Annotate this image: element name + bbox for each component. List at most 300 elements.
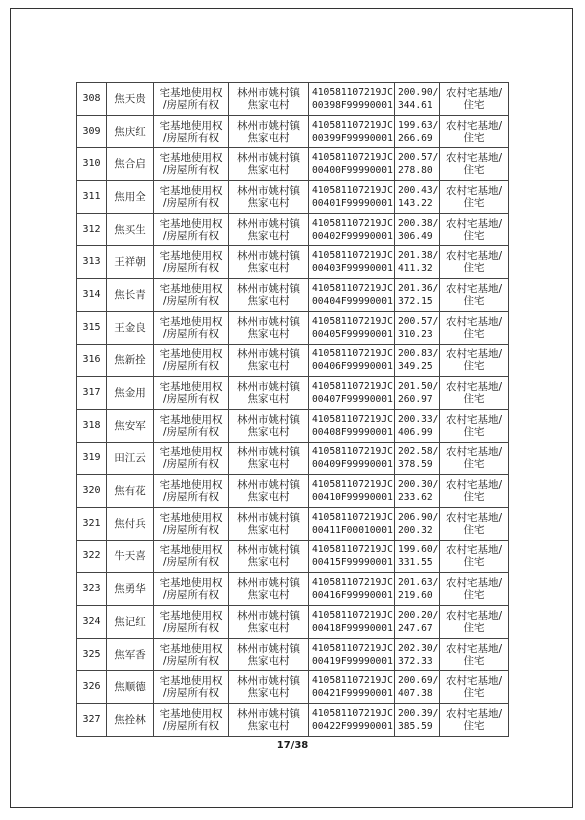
cell-unit-code-text: 410581107219JC (312, 315, 393, 327)
cell-area-text: 201.36/ (398, 282, 439, 294)
cell-area (395, 638, 440, 671)
cell-index (77, 181, 107, 214)
cell-unit-code-text: 00409F99990001 (312, 459, 393, 471)
table-row (77, 344, 509, 377)
cell-owner-name-text: 焦付兵 (114, 517, 146, 530)
cell-location (229, 181, 309, 214)
cell-location-text: 林州市姚村镇 (237, 642, 300, 655)
cell-land-use-text: 住宅 (463, 491, 485, 504)
cell-right-type-text: 宅基地使用权 (159, 217, 223, 230)
cell-owner-name-text: 王祥朝 (114, 256, 146, 269)
cell-location-text: 焦家屯村 (247, 360, 290, 373)
cell-area-text: 407.38 (398, 688, 433, 700)
cell-location (229, 279, 309, 312)
cell-land-use (440, 148, 509, 181)
cell-land-use-text: 住宅 (463, 687, 485, 700)
table-row (77, 148, 509, 181)
cell-land-use-text: 住宅 (463, 458, 485, 471)
cell-location-text: 林州市姚村镇 (237, 675, 300, 688)
page-number: 17/38 (276, 740, 309, 751)
cell-owner-name (107, 638, 154, 671)
cell-index (77, 213, 107, 246)
cell-location (229, 507, 309, 540)
cell-right-type-text: /房屋所有权 (162, 687, 220, 700)
table-row (77, 246, 509, 279)
cell-area (395, 442, 440, 475)
cell-unit-code (309, 213, 395, 246)
cell-unit-code (309, 409, 395, 442)
cell-owner-name (107, 83, 154, 116)
cell-right-type (154, 246, 229, 279)
cell-right-type-text: /房屋所有权 (162, 491, 220, 504)
cell-land-use-text: 住宅 (463, 164, 485, 177)
cell-area-text: 200.90/ (398, 86, 439, 98)
cell-area-text: 199.60/ (398, 544, 439, 556)
cell-land-use-text: 农村宅基地/ (445, 413, 503, 426)
cell-unit-code (309, 311, 395, 344)
cell-unit-code-text: 00406F99990001 (312, 361, 393, 373)
cell-location-text: 焦家屯村 (247, 131, 290, 144)
cell-right-type (154, 540, 229, 573)
cell-location (229, 246, 309, 279)
cell-land-use (440, 409, 509, 442)
cell-location-text: 林州市姚村镇 (237, 315, 300, 328)
cell-index (77, 638, 107, 671)
cell-index-text: 326 (82, 681, 101, 693)
cell-land-use (440, 638, 509, 671)
cell-area (395, 83, 440, 116)
cell-index (77, 246, 107, 279)
cell-index-text: 323 (82, 583, 101, 595)
cell-index-text: 318 (82, 419, 101, 431)
cell-location-text: 林州市姚村镇 (237, 86, 300, 99)
cell-land-use-text: 住宅 (463, 523, 485, 536)
cell-location-text: 焦家屯村 (247, 589, 290, 602)
cell-unit-code (309, 507, 395, 540)
cell-owner-name (107, 409, 154, 442)
cell-unit-code-text: 410581107219JC (312, 544, 393, 556)
cell-location (229, 148, 309, 181)
cell-unit-code-text: 410581107219JC (312, 642, 393, 654)
cell-area (395, 606, 440, 639)
cell-area-text: 385.59 (398, 720, 433, 732)
cell-unit-code-text: 00399F99990001 (312, 132, 393, 144)
cell-owner-name-text: 焦记红 (114, 615, 146, 628)
cell-unit-code (309, 606, 395, 639)
cell-land-use-text: 农村宅基地/ (445, 544, 503, 557)
cell-area (395, 148, 440, 181)
cell-owner-name (107, 311, 154, 344)
cell-location-text: 焦家屯村 (247, 196, 290, 209)
cell-unit-code (309, 573, 395, 606)
cell-location-text: 林州市姚村镇 (237, 479, 300, 492)
cell-right-type-text: /房屋所有权 (162, 131, 220, 144)
cell-area-text: 219.60 (398, 590, 433, 602)
cell-location-text: 焦家屯村 (247, 393, 290, 406)
table-row (77, 213, 509, 246)
cell-index (77, 704, 107, 737)
cell-unit-code (309, 540, 395, 573)
cell-land-use (440, 442, 509, 475)
cell-unit-code-text: 00407F99990001 (312, 394, 393, 406)
cell-owner-name (107, 213, 154, 246)
cell-land-use-text: 农村宅基地/ (445, 707, 503, 720)
cell-unit-code (309, 279, 395, 312)
table-row (77, 311, 509, 344)
cell-right-type (154, 638, 229, 671)
cell-land-use-text: 住宅 (463, 393, 485, 406)
cell-location-text: 焦家屯村 (247, 523, 290, 536)
cell-location-text: 林州市姚村镇 (237, 282, 300, 295)
cell-area-text: 200.30/ (398, 479, 439, 491)
cell-unit-code-text: 00410F99990001 (312, 492, 393, 504)
cell-unit-code-text: 410581107219JC (312, 381, 393, 393)
cell-area (395, 246, 440, 279)
cell-location-text: 焦家屯村 (247, 262, 290, 275)
cell-location-text: 焦家屯村 (247, 458, 290, 471)
cell-right-type (154, 344, 229, 377)
cell-right-type-text: /房屋所有权 (162, 294, 220, 307)
cell-location (229, 442, 309, 475)
cell-location-text: 林州市姚村镇 (237, 609, 300, 622)
cell-unit-code (309, 475, 395, 508)
cell-land-use (440, 181, 509, 214)
cell-owner-name (107, 573, 154, 606)
cell-area-text: 200.33/ (398, 413, 439, 425)
cell-area-text: 233.62 (398, 492, 433, 504)
cell-area (395, 213, 440, 246)
cell-area-text: 200.69/ (398, 675, 439, 687)
cell-land-use-text: 住宅 (463, 621, 485, 634)
cell-unit-code-text: 410581107219JC (312, 152, 393, 164)
cell-location-text: 林州市姚村镇 (237, 119, 300, 132)
cell-index (77, 442, 107, 475)
cell-right-type-text: 宅基地使用权 (159, 577, 223, 590)
cell-owner-name-text: 牛天喜 (114, 550, 146, 563)
cell-area-text: 378.59 (398, 459, 433, 471)
cell-owner-name (107, 181, 154, 214)
cell-area-text: 200.39/ (398, 707, 439, 719)
cell-right-type (154, 704, 229, 737)
cell-land-use-text: 农村宅基地/ (445, 642, 503, 655)
cell-owner-name (107, 704, 154, 737)
cell-owner-name (107, 115, 154, 148)
cell-right-type (154, 213, 229, 246)
cell-land-use-text: 住宅 (463, 196, 485, 209)
cell-owner-name-text: 焦安军 (114, 419, 146, 432)
cell-land-use-text: 住宅 (463, 556, 485, 569)
cell-location-text: 焦家屯村 (247, 164, 290, 177)
cell-unit-code (309, 638, 395, 671)
cell-land-use-text: 农村宅基地/ (445, 282, 503, 295)
table-row (77, 377, 509, 410)
cell-index-text: 309 (82, 125, 101, 137)
cell-location-text: 焦家屯村 (247, 491, 290, 504)
cell-right-type-text: /房屋所有权 (162, 654, 220, 667)
cell-location-text: 焦家屯村 (247, 654, 290, 667)
cell-land-use-text: 农村宅基地/ (445, 184, 503, 197)
cell-right-type-text: 宅基地使用权 (159, 446, 223, 459)
cell-land-use (440, 606, 509, 639)
cell-location-text: 林州市姚村镇 (237, 250, 300, 263)
cell-area-text: 349.25 (398, 361, 433, 373)
cell-land-use-text: 农村宅基地/ (445, 479, 503, 492)
cell-land-use-text: 住宅 (463, 360, 485, 373)
cell-index-text: 322 (82, 550, 101, 562)
cell-unit-code-text: 410581107219JC (312, 184, 393, 196)
cell-index (77, 475, 107, 508)
cell-area-text: 206.90/ (398, 511, 439, 523)
cell-unit-code-text: 410581107219JC (312, 119, 393, 131)
cell-land-use-text: 农村宅基地/ (445, 152, 503, 165)
cell-location-text: 林州市姚村镇 (237, 446, 300, 459)
cell-location-text: 林州市姚村镇 (237, 217, 300, 230)
cell-right-type (154, 475, 229, 508)
cell-location (229, 311, 309, 344)
cell-index-text: 327 (82, 713, 101, 725)
cell-area-text: 260.97 (398, 394, 433, 406)
cell-owner-name-text: 焦庆红 (114, 125, 146, 138)
cell-location-text: 林州市姚村镇 (237, 707, 300, 720)
cell-area (395, 344, 440, 377)
cell-right-type (154, 148, 229, 181)
cell-right-type-text: 宅基地使用权 (159, 675, 223, 688)
cell-right-type-text: /房屋所有权 (162, 196, 220, 209)
cell-unit-code-text: 00401F99990001 (312, 197, 393, 209)
cell-location-text: 焦家屯村 (247, 425, 290, 438)
cell-index (77, 573, 107, 606)
cell-unit-code-text: 00408F99990001 (312, 426, 393, 438)
cell-location (229, 475, 309, 508)
cell-area (395, 475, 440, 508)
cell-right-type-text: 宅基地使用权 (159, 511, 223, 524)
cell-right-type-text: 宅基地使用权 (159, 609, 223, 622)
cell-land-use (440, 344, 509, 377)
cell-location-text: 焦家屯村 (247, 621, 290, 634)
cell-area-text: 247.67 (398, 622, 433, 634)
cell-right-type-text: 宅基地使用权 (159, 381, 223, 394)
cell-land-use-text: 农村宅基地/ (445, 446, 503, 459)
cell-land-use (440, 279, 509, 312)
cell-land-use-text: 农村宅基地/ (445, 348, 503, 361)
cell-owner-name-text: 焦拴林 (114, 713, 146, 726)
cell-unit-code (309, 377, 395, 410)
cell-location (229, 115, 309, 148)
cell-index-text: 311 (82, 190, 101, 202)
cell-owner-name-text: 田江云 (114, 452, 146, 465)
cell-index-text: 317 (82, 387, 101, 399)
cell-land-use (440, 115, 509, 148)
cell-owner-name (107, 377, 154, 410)
cell-location (229, 213, 309, 246)
cell-unit-code-text: 410581107219JC (312, 577, 393, 589)
table-row (77, 83, 509, 116)
cell-index-text: 312 (82, 223, 101, 235)
cell-area-text: 344.61 (398, 99, 433, 111)
cell-right-type-text: 宅基地使用权 (159, 413, 223, 426)
cell-unit-code (309, 115, 395, 148)
cell-land-use-text: 农村宅基地/ (445, 577, 503, 590)
cell-land-use-text: 农村宅基地/ (445, 250, 503, 263)
cell-area-text: 372.33 (398, 655, 433, 667)
cell-area (395, 671, 440, 704)
cell-unit-code-text: 410581107219JC (312, 511, 393, 523)
cell-land-use (440, 213, 509, 246)
cell-land-use (440, 671, 509, 704)
cell-area (395, 573, 440, 606)
cell-right-type (154, 606, 229, 639)
cell-right-type-text: 宅基地使用权 (159, 479, 223, 492)
cell-area-text: 278.80 (398, 165, 433, 177)
cell-land-use (440, 83, 509, 116)
cell-right-type (154, 671, 229, 704)
cell-location-text: 林州市姚村镇 (237, 511, 300, 524)
cell-unit-code (309, 704, 395, 737)
cell-owner-name-text: 焦长青 (114, 288, 146, 301)
cell-location (229, 83, 309, 116)
cell-land-use-text: 住宅 (463, 327, 485, 340)
cell-unit-code-text: 410581107219JC (312, 675, 393, 687)
cell-right-type (154, 573, 229, 606)
cell-land-use (440, 246, 509, 279)
cell-land-use-text: 住宅 (463, 719, 485, 732)
cell-unit-code (309, 83, 395, 116)
cell-index (77, 311, 107, 344)
cell-location-text: 焦家屯村 (247, 556, 290, 569)
cell-right-type-text: /房屋所有权 (162, 556, 220, 569)
cell-area-text: 310.23 (398, 328, 433, 340)
cell-area-text: 200.38/ (398, 217, 439, 229)
cell-right-type-text: 宅基地使用权 (159, 348, 223, 361)
cell-right-type-text: /房屋所有权 (162, 262, 220, 275)
cell-area-text: 201.50/ (398, 381, 439, 393)
table-row (77, 279, 509, 312)
cell-right-type-text: 宅基地使用权 (159, 184, 223, 197)
cell-location (229, 377, 309, 410)
cell-area (395, 540, 440, 573)
table-row (77, 475, 509, 508)
cell-owner-name (107, 475, 154, 508)
cell-area-text: 200.20/ (398, 609, 439, 621)
cell-owner-name (107, 540, 154, 573)
cell-location-text: 焦家屯村 (247, 687, 290, 700)
cell-index (77, 540, 107, 573)
cell-area-text: 202.58/ (398, 446, 439, 458)
cell-unit-code-text: 00411F00010001 (312, 524, 393, 536)
cell-unit-code-text: 410581107219JC (312, 609, 393, 621)
cell-right-type (154, 181, 229, 214)
cell-area-text: 199.63/ (398, 119, 439, 131)
cell-right-type-text: /房屋所有权 (162, 98, 220, 111)
cell-unit-code-text: 00416F99990001 (312, 590, 393, 602)
cell-area-text: 143.22 (398, 197, 433, 209)
cell-land-use (440, 540, 509, 573)
cell-area (395, 377, 440, 410)
cell-land-use (440, 704, 509, 737)
cell-index (77, 409, 107, 442)
cell-land-use (440, 311, 509, 344)
cell-index-text: 313 (82, 256, 101, 268)
cell-unit-code-text: 00402F99990001 (312, 230, 393, 242)
cell-right-type-text: 宅基地使用权 (159, 315, 223, 328)
cell-index (77, 279, 107, 312)
cell-location (229, 671, 309, 704)
cell-right-type-text: /房屋所有权 (162, 393, 220, 406)
cell-owner-name-text: 焦天贵 (114, 92, 146, 105)
cell-owner-name-text: 焦合启 (114, 158, 146, 171)
cell-index (77, 344, 107, 377)
cell-land-use (440, 573, 509, 606)
cell-index (77, 507, 107, 540)
cell-land-use-text: 住宅 (463, 589, 485, 602)
cell-right-type-text: 宅基地使用权 (159, 119, 223, 132)
cell-index-text: 308 (82, 92, 101, 104)
cell-land-use-text: 农村宅基地/ (445, 86, 503, 99)
table-row (77, 671, 509, 704)
cell-owner-name (107, 606, 154, 639)
cell-unit-code-text: 00415F99990001 (312, 557, 393, 569)
cell-right-type-text: /房屋所有权 (162, 719, 220, 732)
cell-location (229, 704, 309, 737)
cell-land-use-text: 农村宅基地/ (445, 119, 503, 132)
cell-area-text: 200.83/ (398, 348, 439, 360)
table-row (77, 638, 509, 671)
cell-location-text: 林州市姚村镇 (237, 413, 300, 426)
cell-land-use-text: 住宅 (463, 425, 485, 438)
cell-area-text: 201.63/ (398, 577, 439, 589)
cell-right-type-text: /房屋所有权 (162, 164, 220, 177)
cell-land-use (440, 377, 509, 410)
cell-owner-name-text: 焦买生 (114, 223, 146, 236)
cell-location (229, 573, 309, 606)
cell-area-text: 200.32 (398, 524, 433, 536)
cell-location-text: 焦家屯村 (247, 327, 290, 340)
cell-right-type (154, 311, 229, 344)
cell-unit-code-text: 410581107219JC (312, 282, 393, 294)
cell-land-use-text: 住宅 (463, 654, 485, 667)
cell-area (395, 507, 440, 540)
table-row (77, 115, 509, 148)
cell-owner-name-text: 焦金用 (114, 387, 146, 400)
cell-location (229, 409, 309, 442)
cell-location-text: 焦家屯村 (247, 98, 290, 111)
cell-land-use-text: 住宅 (463, 262, 485, 275)
cell-location-text: 焦家屯村 (247, 719, 290, 732)
cell-area-text: 200.57/ (398, 315, 439, 327)
cell-location (229, 344, 309, 377)
cell-right-type-text: 宅基地使用权 (159, 86, 223, 99)
cell-owner-name-text: 焦勇华 (114, 583, 146, 596)
table-row (77, 181, 509, 214)
cell-index-text: 325 (82, 648, 101, 660)
table-row (77, 540, 509, 573)
cell-area (395, 311, 440, 344)
cell-area-text: 200.57/ (398, 152, 439, 164)
cell-index-text: 319 (82, 452, 101, 464)
cell-owner-name (107, 671, 154, 704)
cell-location-text: 林州市姚村镇 (237, 184, 300, 197)
cell-land-use-text: 农村宅基地/ (445, 675, 503, 688)
cell-unit-code-text: 00421F99990001 (312, 688, 393, 700)
cell-owner-name-text: 焦新拴 (114, 354, 146, 367)
cell-owner-name (107, 246, 154, 279)
cell-unit-code (309, 181, 395, 214)
cell-index-text: 324 (82, 615, 101, 627)
cell-land-use-text: 住宅 (463, 98, 485, 111)
cell-land-use-text: 住宅 (463, 131, 485, 144)
cell-index-text: 315 (82, 321, 101, 333)
cell-unit-code-text: 410581107219JC (312, 86, 393, 98)
